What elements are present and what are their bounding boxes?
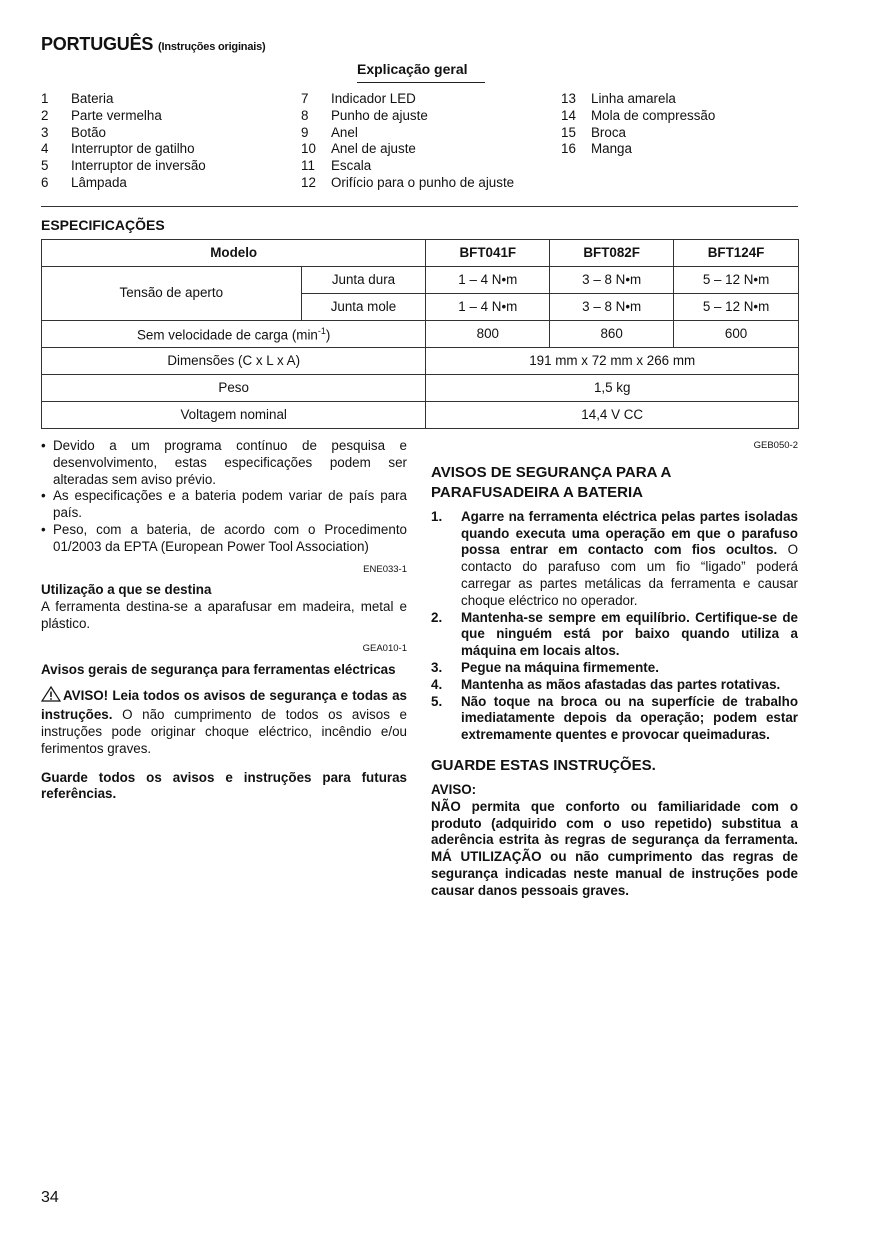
no-load-speed-label: Sem velocidade de carga $(\min^{-1})$ [42,321,426,348]
list-item: 1 Bateria [41,91,114,106]
specs-heading: ESPECIFICAÇÕES [41,217,165,233]
table-cell: 5 – 12 N•m [674,294,799,321]
list-item: 4 Interruptor de gatilho [41,141,195,157]
general-warnings-heading: Avisos gerais de segurança para ferramentas eléctricas [41,661,396,677]
list-item: 2 Parte vermelha [41,107,162,123]
soft-joint-label: Junta mole [301,294,426,321]
model-3: BFT124F [674,240,799,267]
table-row [42,267,799,294]
list-item: 6 Lâmpada [41,174,127,190]
doc-code: GEA010-1 [362,642,407,654]
table-cell: 860 [550,321,674,348]
parts-column-3 [561,91,798,158]
list-item: • Devido a um programa contínuo de pesquisa e desenvolvimento, estas especificações podem ser alteradas sem aviso prévio. [41,438,407,487]
safety-list [431,509,798,744]
hard-joint-label: Junta dura [301,267,426,294]
weight-value: 1,5 kg [426,375,799,402]
list-item: • As especificações e a bateria podem variar de país para país. [41,488,407,521]
table-cell: 600 [674,321,799,348]
voltage-label: Voltagem nominal [42,402,426,429]
list-item: 7 Indicador LED [301,91,416,106]
list-item: 3. Pegue na máquina firmemente. [431,659,659,675]
table-row [42,321,799,348]
list-item: 8 Punho de ajuste [301,107,428,123]
divider [41,206,798,207]
weight-label: Peso [42,375,426,402]
keep-instructions: Guarde todos os avisos e instruções para futuras referências. [41,769,407,802]
list-item: 10 Anel de ajuste [301,141,416,157]
intended-use-text: A ferramenta destina-se a aparafusar em madeira, metal e plástico. [41,599,407,631]
intended-use-heading: Utilização a que se destina [41,582,212,598]
list-item: 15 Broca [561,124,626,140]
table-cell: 3 – 8 N•m [550,267,674,294]
list-item: • Peso, com a bateria, de acordo com o Procedimento 01/2003 da EPTA (European Power Tool Association) [41,521,407,554]
list-item: 5. Não toque na broca ou na superfície de trabalho imediatamente depois da operação; podem estar extremamente quentes e provocar queimaduras. [431,693,798,743]
table-cell: 1 – 4 N•m [426,294,550,321]
right-column [431,438,798,900]
language-title: PORTUGUÊS [41,34,154,54]
voltage-value: 14,4 V CC [426,402,799,429]
list-item: 16 Manga [561,141,632,157]
dimensions-value: 191 mm x 72 mm x 266 mm [426,348,799,375]
table-row [42,348,799,375]
table-cell: 800 [426,321,550,348]
specs-table [41,239,799,429]
left-column [41,438,407,803]
list-item: 3 Botão [41,124,106,140]
list-item: 5 Interruptor de inversão [41,158,206,174]
aviso-heading: AVISO: [431,781,477,797]
dimensions-label: Dimensões (C x L x A) [42,348,426,375]
doc-code: GEB050-2 [753,440,798,451]
aviso-text: NÃO permita que conforto ou familiaridade com o produto (adquirido com o uso repetido) substitua a aderência estrita às regras de segurança da ferramenta. MÁ UTILIZAÇÃO ou não cumprimento das regras de segurança indicadas neste manual de instruções pode causar danos pessoais graves. [431,798,798,898]
table-row [42,402,799,429]
model-label: Modelo [42,240,426,267]
model-2: BFT082F [550,240,674,267]
list-item: 1. Agarre na ferramenta eléctrica pelas partes isoladas quando executa uma operação em que o parafuso possa entrar em contacto com fios ocultos. O contacto do parafuso com um fio “ligado” poderá carregar as partes metálicas da ferramenta e causar choque eléctrico no operador. [431,508,798,608]
language-subtitle: (Instruções originais) [158,41,266,53]
table-row [42,240,799,267]
page-title [41,36,265,56]
table-row [42,375,799,402]
list-item: 9 Anel [301,124,358,140]
list-item: 12 Orifício para o punho de ajuste [301,174,515,190]
warning-icon [41,686,61,707]
table-cell: 3 – 8 N•m [550,294,674,321]
model-1: BFT041F [426,240,550,267]
table-cell: 5 – 12 N•m [674,267,799,294]
list-item: 4. Mantenha as mãos afastadas das partes rotativas. [431,676,781,692]
doc-code: ENE033-1 [363,563,407,575]
torque-label: Tensão de aperto [42,267,302,321]
parts-column-1 [41,91,291,192]
list-item: 13 Linha amarela [561,91,676,106]
parts-column-2 [301,91,556,192]
section-heading-general: Explicação geral [357,61,485,83]
warning-paragraph: AVISO! Leia todos os avisos de segurança e todas as instruções. O não cumprimento de todos os avisos e instruções pode originar choque eléctrico, incêndio e/ou ferimentos graves. [41,688,407,756]
list-item: 11 Escala [301,158,372,174]
table-cell: 1 – 4 N•m [426,267,550,294]
page-number: 34 [41,1189,59,1206]
safety-heading: AVISOS DE SEGURANÇA PARA A PARAFUSADEIRA A BATERIA [431,463,671,501]
list-item: 14 Mola de compressão [561,107,716,123]
list-item: 2. Mantenha-se sempre em equilíbrio. Certifique-se de que ninguém está por baixo quando utiliza a máquina em locais altos. [431,609,798,659]
keep-heading: GUARDE ESTAS INSTRUÇÕES. [431,756,656,774]
